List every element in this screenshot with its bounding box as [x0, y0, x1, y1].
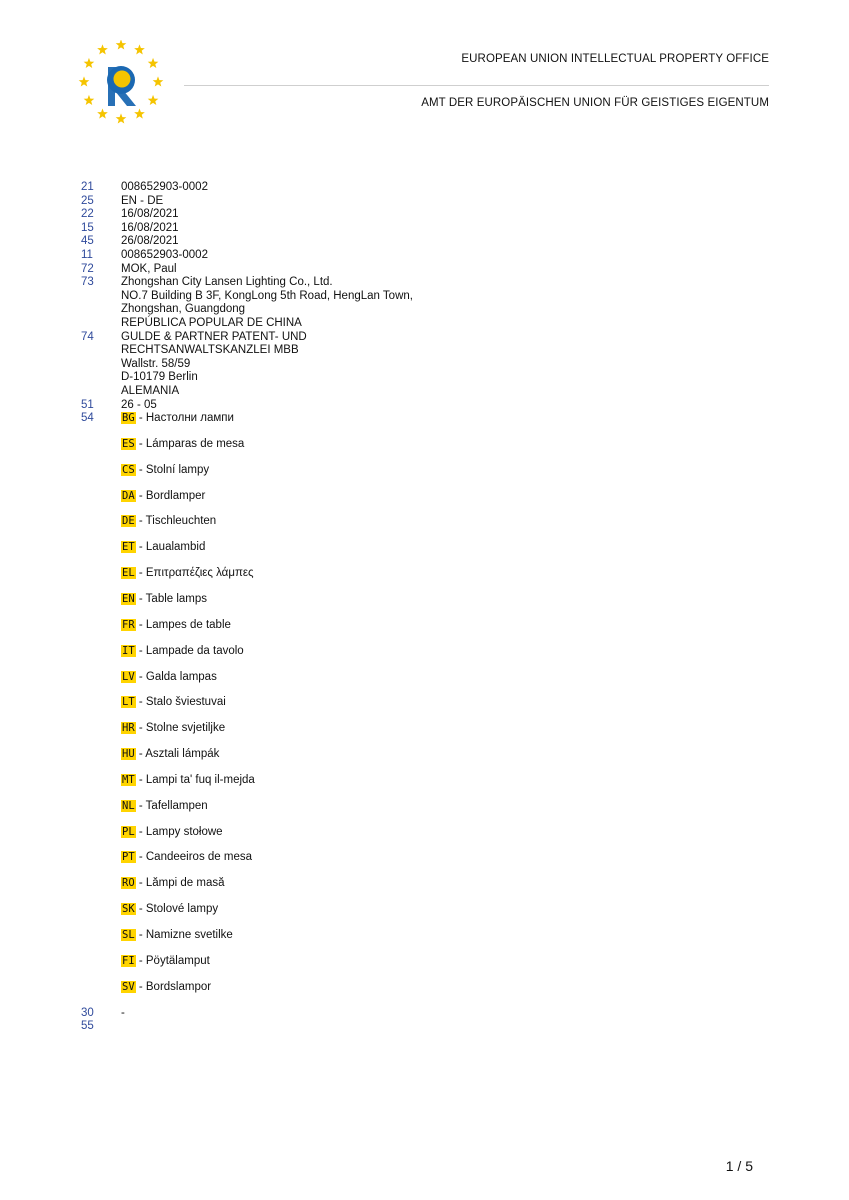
logo-star: [84, 58, 95, 68]
logo-star: [79, 76, 90, 86]
field-code: 15: [81, 221, 94, 234]
field-22: [81, 208, 781, 222]
language-code-badge: FI: [122, 954, 135, 967]
language-code-badge: CS: [122, 463, 135, 476]
language-code-badge: PT: [122, 851, 135, 864]
indication-item: [121, 826, 781, 852]
language-code-badge: DA: [122, 489, 135, 502]
indication-text: - Galda lampas: [135, 670, 217, 683]
euipo-logo: [78, 40, 164, 126]
indication-item: [121, 438, 781, 464]
indication-item: [121, 515, 781, 541]
address-line: Zhongshan, Guangdong: [121, 303, 246, 316]
field-value: [121, 1020, 781, 1034]
language-code-badge: EN: [122, 593, 135, 605]
language-code-badge: NL: [122, 799, 135, 812]
indication-text: - Namizne svetilke: [135, 928, 233, 941]
field-value: EN - DE: [121, 194, 164, 207]
language-code-badge: ES: [122, 437, 135, 450]
indication-text: - Stolové lampy: [135, 903, 219, 916]
logo-star: [134, 108, 145, 118]
office-name-en: EUROPEAN UNION INTELLECTUAL PROPERTY OFFICE: [461, 53, 769, 65]
field-code: 72: [81, 262, 94, 275]
indication-item: [121, 567, 781, 593]
indication-item: [121, 903, 781, 929]
field-code: 11: [81, 248, 93, 261]
indication-text: - Lămpi de masă: [135, 877, 225, 890]
field-value: 26/08/2021: [121, 235, 179, 248]
indication-item: [121, 851, 781, 877]
language-code-badge: EL: [122, 567, 135, 580]
indication-text: - Tafellampen: [135, 799, 208, 812]
indication-item: [121, 464, 781, 490]
logo-star: [97, 44, 108, 54]
office-name-de: AMT DER EUROPÄISCHEN UNION FÜR GEISTIGES EIGENTUM: [421, 97, 769, 109]
logo-star: [97, 108, 108, 118]
logo-star: [84, 95, 95, 105]
indication-text: - Lampes de table: [135, 618, 231, 631]
indication-item: [121, 748, 781, 774]
indication-text: - Stalo šviestuvai: [135, 696, 226, 709]
indication-item: [121, 593, 781, 619]
header-divider: [184, 85, 769, 86]
indication-item: [121, 619, 781, 645]
indication-text: - Pöytälamput: [135, 954, 210, 967]
registration-record: [81, 181, 781, 1034]
field-value: 008652903-0002: [121, 248, 208, 261]
indication-item: [121, 800, 781, 826]
field-21: [81, 181, 781, 195]
field-code: 22: [81, 208, 94, 221]
page-number: 1 / 5: [725, 1158, 753, 1174]
indication-item: [121, 774, 781, 800]
field-code: 54: [81, 412, 94, 425]
language-code-badge: LV: [122, 670, 135, 683]
indication-item: [121, 981, 781, 1007]
field-value: 16/08/2021: [121, 221, 179, 234]
language-code-badge: DE: [122, 515, 135, 528]
address-line: Wallstr. 58/59: [121, 357, 191, 370]
field-51: [81, 399, 781, 413]
logo-star: [134, 44, 145, 54]
indication-text: - Stolní lampy: [135, 463, 210, 476]
field-72: [81, 263, 781, 277]
field-45: [81, 235, 781, 249]
field-code: 74: [81, 330, 94, 343]
field-74: [81, 331, 781, 399]
indication-item: [121, 955, 781, 981]
indication-text: - Επιτραπέζιες λάμπες: [135, 567, 254, 580]
language-code-badge: IT: [122, 644, 135, 657]
indication-text: - Stolne svjetiljke: [135, 722, 226, 735]
address-line: NO.7 Building B 3F, KongLong 5th Road, HengLan Town,: [121, 289, 413, 302]
field-73: [81, 276, 781, 330]
indication-text: - Laualambid: [135, 541, 206, 554]
field-code: 45: [81, 235, 94, 248]
language-code-badge: HU: [122, 748, 135, 761]
language-code-badge: ET: [122, 541, 135, 554]
representative-address: [121, 331, 781, 399]
language-code-badge: BG: [122, 412, 135, 425]
field-code: 51: [81, 398, 94, 411]
field-value: 16/08/2021: [121, 208, 179, 221]
indication-item: [121, 696, 781, 722]
product-indications: [121, 412, 781, 1006]
language-code-badge: MT: [122, 773, 135, 786]
field-15: [81, 222, 781, 236]
indication-text: - Lampade da tavolo: [135, 644, 244, 657]
address-line: RECHTSANWALTSKANZLEI MBB: [121, 344, 299, 357]
address-line: REPÚBLICA POPULAR DE CHINA: [121, 316, 302, 329]
indication-item: [121, 645, 781, 671]
field-25: [81, 195, 781, 209]
language-code-badge: SL: [122, 928, 135, 941]
language-code-badge: RO: [122, 877, 135, 890]
field-11: [81, 249, 781, 263]
field-30: [81, 1007, 781, 1021]
indication-text: - Tischleuchten: [135, 515, 217, 528]
logo-star: [148, 58, 159, 68]
indication-item: [121, 722, 781, 748]
field-54: [81, 412, 781, 1006]
indication-text: - Lámparas de mesa: [135, 437, 245, 450]
field-code: 30: [81, 1006, 94, 1019]
field-code: 21: [81, 181, 94, 193]
field-value: -: [121, 1006, 125, 1019]
language-code-badge: PL: [122, 825, 135, 838]
field-code: 73: [81, 276, 94, 289]
logo-star: [153, 76, 164, 86]
logo-star: [116, 113, 127, 123]
field-code: 55: [81, 1020, 94, 1033]
address-line: D-10179 Berlin: [121, 371, 198, 384]
indication-item: [121, 929, 781, 955]
indication-text: - Bordlamper: [135, 489, 206, 502]
indication-text: - Asztali lámpák: [135, 748, 220, 761]
field-value: MOK, Paul: [121, 262, 177, 275]
field-code: 25: [81, 194, 94, 207]
logo-star: [116, 40, 127, 50]
language-code-badge: SV: [122, 980, 135, 993]
language-code-badge: SK: [122, 903, 135, 916]
language-code-badge: FR: [122, 618, 135, 631]
indication-item: [121, 671, 781, 697]
address-line: GULDE & PARTNER PATENT- UND: [121, 330, 307, 343]
indication-text: - Lampi ta' fuq il-mejda: [135, 773, 255, 786]
holder-address: [121, 276, 781, 330]
indication-text: - Настолни лампи: [135, 412, 234, 425]
indication-text: - Table lamps: [135, 593, 208, 605]
indication-item: [121, 541, 781, 567]
language-code-badge: HR: [122, 722, 135, 735]
indication-item: [121, 412, 781, 438]
address-line: ALEMANIA: [121, 384, 180, 397]
indication-item: [121, 490, 781, 516]
address-line: Zhongshan City Lansen Lighting Co., Ltd.: [121, 276, 333, 289]
logo-star: [148, 95, 159, 105]
indication-item: [121, 877, 781, 903]
indication-text: - Bordslampor: [135, 980, 212, 993]
language-code-badge: LT: [122, 696, 135, 709]
field-value: 26 - 05: [121, 398, 157, 411]
indication-text: - Candeeiros de mesa: [135, 851, 252, 864]
field-value: 008652903-0002: [121, 181, 208, 193]
indication-text: - Lampy stołowe: [135, 825, 223, 838]
field-55: [81, 1020, 781, 1034]
